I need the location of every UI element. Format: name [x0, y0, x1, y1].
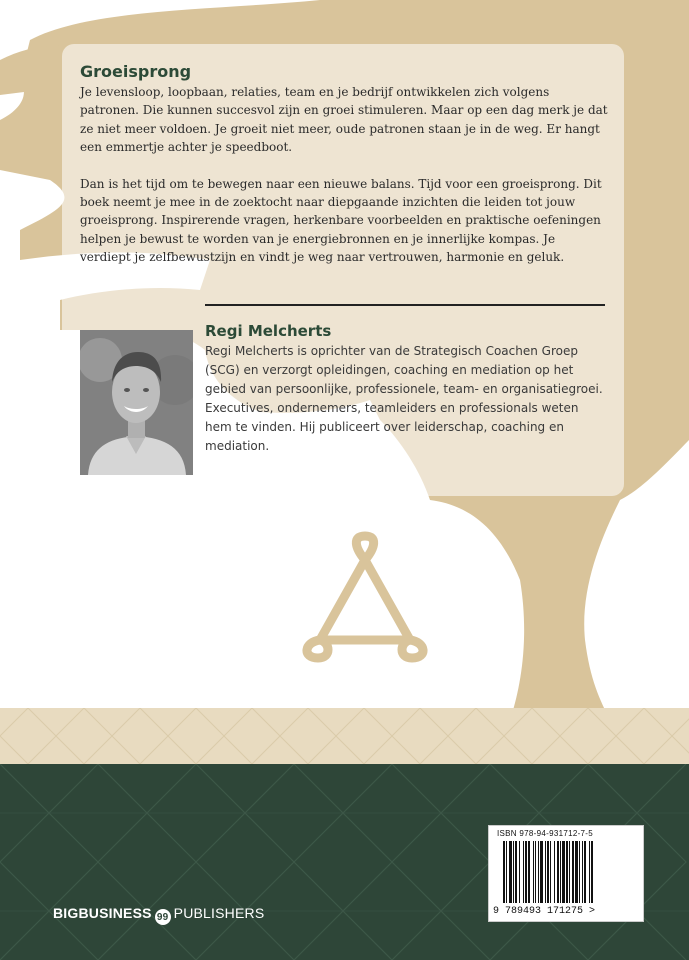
author-bio: Regi Melcherts is oprichter van de Strategisch Coachen Groep (SCG) en verzorgt opleidingen, coaching en mediation op het gebied van persoonlijke, professionele, team- en organisatiegroei. Executives, ondernemers, teamleiders en professionals weten hem te vinden. Hij publiceert over leiderschap, coaching en mediation. — [205, 344, 603, 453]
quote-mark-icon: 99 — [155, 909, 171, 925]
blurb-paragraph-2: Dan is het tijd om te bewegen naar een nieuwe balans. Tijd voor een groeisprong. Dit boek neemt je mee in de zoektocht naar diepgaande inzichten die leiden tot jouw groeisprong. Inspirerende vragen, herkenbare voorbeelden en praktische oefeningen helpen je bewust te worden van je energiebronnen en je innerlijke kompas. Je verdiept je zelfbewustzijn en vindt je weg naar vertrouwen, harmonie en geluk. — [80, 176, 602, 265]
pattern-strip — [0, 708, 689, 764]
divider — [205, 304, 605, 306]
publisher-name-bold: BIGBUSINESS — [53, 905, 152, 921]
book-blurb — [80, 83, 608, 285]
author-portrait — [80, 330, 193, 475]
barcode — [488, 825, 644, 922]
book-title: Groeisprong — [80, 62, 192, 81]
triangle-knot-icon — [300, 530, 430, 670]
blurb-paragraph-1: Je levensloop, loopbaan, relaties, team en je bedrijf ontwikkelen zich volgens patronen. Die kunnen succesvol zijn en groei stimuleren. Maar op een dag merk je dat ze niet meer voldoen. Je groeit niet meer, oude patronen staan je in de weg. Er hangt een emmertje achter je speedboot. — [80, 85, 608, 155]
publisher-name-thin: PUBLISHERS — [173, 905, 265, 921]
author-name: Regi Melcherts — [205, 322, 332, 340]
barcode-bars — [503, 841, 629, 903]
isbn-digits: 9 789493 171275 > — [493, 906, 596, 917]
publisher-logo — [53, 905, 264, 925]
isbn-label: ISBN 978-94-931712-7-5 — [497, 829, 593, 838]
